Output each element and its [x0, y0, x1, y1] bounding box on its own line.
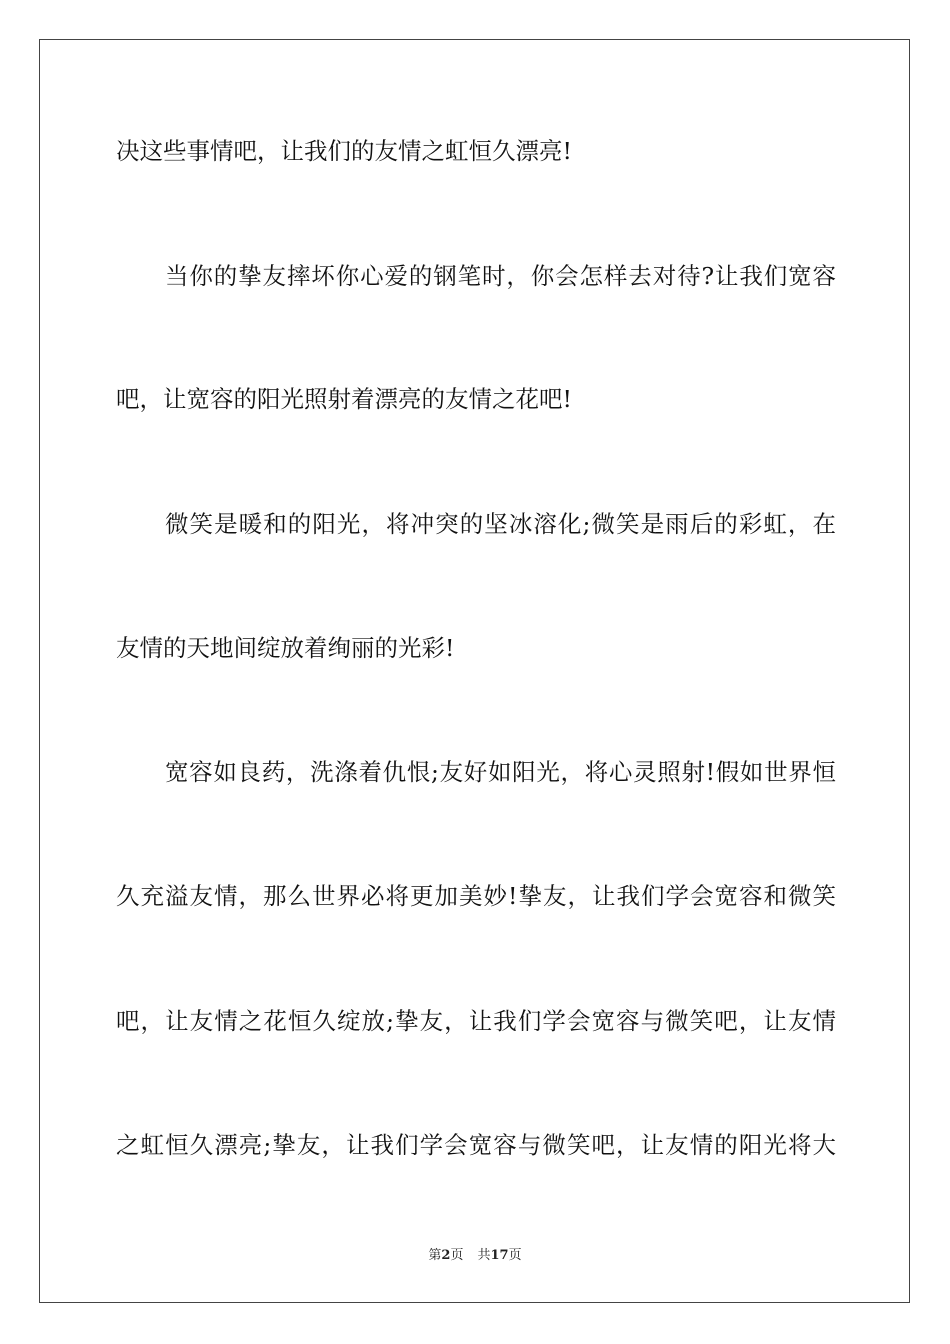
page-number: 2: [441, 1248, 451, 1263]
paragraph-3-line-4: 之虹恒久漂亮;挚友，让我们学会宽容与微笑吧，让友情的阳光将大: [116, 1131, 836, 1159]
paragraph-1-line-1: 当你的挚友摔坏你心爱的钢笔时，你会怎样去对待?让我们宽容: [165, 262, 836, 290]
paragraph-2-line-2: 友情的天地间绽放着绚丽的光彩!: [116, 634, 455, 662]
page-border: [39, 39, 910, 1303]
total-prefix: 共: [477, 1248, 491, 1263]
text-line-1: 决这些事情吧，让我们的友情之虹恒久漂亮!: [116, 137, 572, 165]
paragraph-1-line-2: 吧，让宽容的阳光照射着漂亮的友情之花吧!: [116, 385, 572, 413]
total-pages: 17: [490, 1248, 509, 1263]
paragraph-3-line-2: 久充溢友情，那么世界必将更加美妙!挚友，让我们学会宽容和微笑: [116, 882, 836, 910]
total-suffix: 页: [508, 1248, 522, 1263]
paragraph-3-line-1: 宽容如良药，洗涤着仇恨;友好如阳光，将心灵照射!假如世界恒: [165, 758, 836, 786]
page-footer: [0, 1248, 950, 1264]
page-prefix: 第: [428, 1248, 442, 1263]
paragraph-3-line-3: 吧，让友情之花恒久绽放;挚友，让我们学会宽容与微笑吧，让友情: [116, 1007, 836, 1035]
page-suffix: 页: [450, 1248, 464, 1263]
paragraph-2-line-1: 微笑是暖和的阳光，将冲突的坚冰溶化;微笑是雨后的彩虹，在: [165, 510, 836, 538]
